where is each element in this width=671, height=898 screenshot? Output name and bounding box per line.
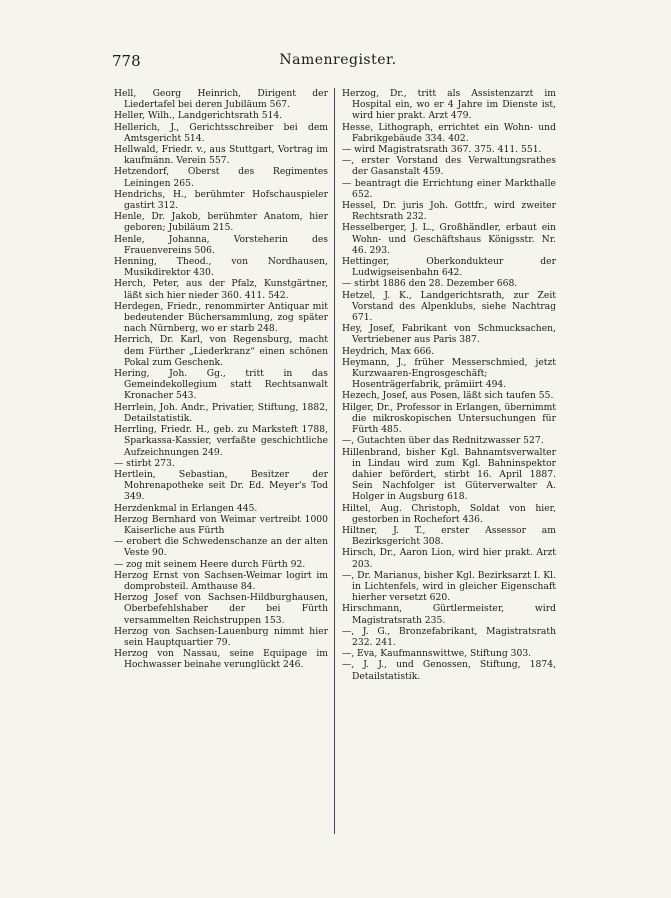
index-entry: Heymann, J., früher Messerschmied, jetzt Kurzwaaren-Engrosgeschäft; Hosenträgerfabrik, prämiirt 494. [342, 356, 556, 391]
index-entry: Henle, Johanna, Vorsteherin des Frauenvereins 506. [114, 233, 328, 256]
page-number: 778 [112, 52, 141, 70]
index-entry: Herdegen, Friedr., renommirter Antiquar mit bedeutender Büchersammlung, zog später nach Nürnberg, wo er starb 248. [114, 300, 328, 335]
index-entry: Hey, Josef, Fabrikant von Schmucksachen, Vertriebener aus Paris 387. [342, 323, 556, 346]
index-entry: Heller, Wilh., Landgerichtsrath 514. [114, 110, 283, 122]
index-entry: Herzog Josef von Sachsen-Hildburghausen, Oberbefehlshaber der bei Fürth versammelten Reichstruppen 153. [114, 592, 328, 626]
page-header [112, 52, 564, 74]
index-entry: Herzog, Dr., tritt als Assistenzarzt im Hospital ein, wo er 4 Jahre im Dienste ist, wird hier prakt. Arzt 479. [342, 88, 556, 122]
index-entry: —, Eva, Kaufmannswittwe, Stiftung 303. [342, 648, 532, 660]
column-divider [334, 88, 335, 834]
index-entry: Hellerich, J., Gerichtsschreiber bei dem Amtsgericht 514. [114, 121, 328, 144]
running-title: Namenregister. [279, 52, 397, 68]
index-entry: Hirsch, Dr., Aaron Lion, wird hier prakt. Arzt 203. [342, 547, 556, 570]
index-entry: Herch, Peter, aus der Pfalz, Kunstgärtner, läßt sich hier nieder 360. 411. 542. [114, 278, 328, 301]
index-entry: Hesselberger, J. L., Großhändler, erbaut ein Wohn- und Geschäftshaus Königsstr. Nr. 46. 293. [342, 222, 556, 256]
index-entry: —, J. G., Bronzefabrikant, Magistratsrath 232. 241. [342, 625, 556, 648]
index-entry: Hetzendorf, Oberst des Regimentes Leiningen 265. [114, 166, 328, 189]
index-entry: Hirschmann, Gürtlermeister, wird Magistratsrath 235. [342, 603, 556, 626]
index-entry: — wird Magistratsrath 367. 375. 411. 551. [342, 144, 542, 156]
index-entry: Hell, Georg Heinrich, Dirigent der Liedertafel bei deren Jubiläum 567. [114, 88, 328, 111]
right-column [342, 88, 556, 682]
index-entry: Hilger, Dr., Professor in Erlangen, übernimmt die mikroskopischen Untersuchungen für Fürth 485. [342, 401, 556, 436]
index-entry: Hezech, Josef, aus Posen, läßt sich taufen 55. [342, 390, 554, 402]
index-entry: Hillenbrand, bisher Kgl. Bahnamtsverwalter in Lindau wird zum Kgl. Bahninspektor dahier befördert, stirbt 16. April 1887. Sein Nachfolger ist Güterverwalter A. Holger in Augsburg 618. [342, 446, 556, 503]
index-entry: Hettinger, Oberkondukteur der Ludwigseisenbahn 642. [342, 256, 556, 279]
index-entry: Herrlein, Joh. Andr., Privatier, Stiftung, 1882, Detailstatistik. [114, 401, 328, 424]
index-entry: Heydrich, Max 666. [342, 345, 435, 357]
index-entry: Hiltel, Aug. Christoph, Soldat von hier, gestorben in Rochefort 436. [342, 502, 556, 525]
index-entry: Hetzel, J. K., Landgerichtsrath, zur Zeit Vorstand des Alpenklubs, siehe Nachtrag 671. [342, 289, 556, 324]
index-entry: Hertlein, Sebastian, Besitzer der Mohrenapotheke seit Dr. Ed. Meyer's Tod 349. [114, 468, 328, 503]
index-entry: Henning, Theod., von Nordhausen, Musikdirektor 430. [114, 256, 328, 279]
index-entry: —, Gutachten über das Rednitzwasser 527. [342, 435, 544, 447]
index-entry: Hering, Joh. Gg., tritt in das Gemeindekollegium statt Rechtsanwalt Kronacher 543. [114, 368, 328, 402]
left-column [114, 88, 328, 671]
index-entry: Hellwald, Friedr. v., aus Stuttgart, Vortrag im kaufmänn. Verein 557. [114, 144, 328, 167]
index-entry: Henle, Dr. Jakob, berühmter Anatom, hier geboren; Jubiläum 215. [114, 211, 328, 234]
index-entry: — stirbt 1886 den 28. Dezember 668. [342, 278, 518, 290]
index-entry: Herrich, Dr. Karl, von Regensburg, macht dem Fürther „Liederkranz“ einen schönen Pokal zum Geschenk. [114, 334, 328, 368]
index-entry: Hesse, Lithograph, errichtet ein Wohn- und Fabrikgebäude 334. 402. [342, 121, 556, 144]
index-entry: — beantragt die Errichtung einer Markthalle 652. [342, 177, 556, 200]
index-entry: Herzog von Nassau, seine Equipage im Hochwasser beinahe verunglückt 246. [114, 648, 328, 671]
index-entry: Hendrichs, H., berühmter Hofschauspieler gastirt 312. [114, 188, 328, 212]
index-entry: —, erster Vorstand des Verwaltungsrathes der Gasanstalt 459. [342, 155, 556, 178]
index-entry: — stirbt 273. [114, 457, 175, 469]
index-entry: — erobert die Schwedenschanze an der alten Veste 90. [114, 536, 328, 559]
index-entry: — zog mit seinem Heere durch Fürth 92. [114, 558, 306, 570]
index-entry: Herrling, Friedr. H., geb. zu Marksteft 1788, Sparkassa-Kassier, verfaßte geschichtliche Aufzeichnungen 249. [114, 424, 328, 458]
index-entry: Herzog Ernst von Sachsen-Weimar logirt im domprobsteil. Amthause 84. [114, 569, 328, 592]
index-entry: —, J. J., und Genossen, Stiftung, 1874, Detailstatistik. [342, 659, 556, 682]
index-entry: Herzog Bernhard von Weimar vertreibt 1000 Kaiserliche aus Fürth [114, 513, 328, 536]
index-entry: Herzog von Sachsen-Lauenburg nimmt hier sein Hauptquartier 79. [114, 625, 328, 648]
index-entry: Hiltner, J. T., erster Assessor am Bezirksgericht 308. [342, 524, 556, 548]
index-entry: Hessel, Dr. juris Joh. Gottfr., wird zweiter Rechtsrath 232. [342, 200, 556, 223]
index-entry: Herzdenkmal in Erlangen 445. [114, 502, 258, 514]
index-entry: —, Dr. Marianus, bisher Kgl. Bezirksarzt I. Kl. in Lichtenfels, wird in gleicher Eigenschaft hierher versetzt 620. [342, 569, 556, 604]
